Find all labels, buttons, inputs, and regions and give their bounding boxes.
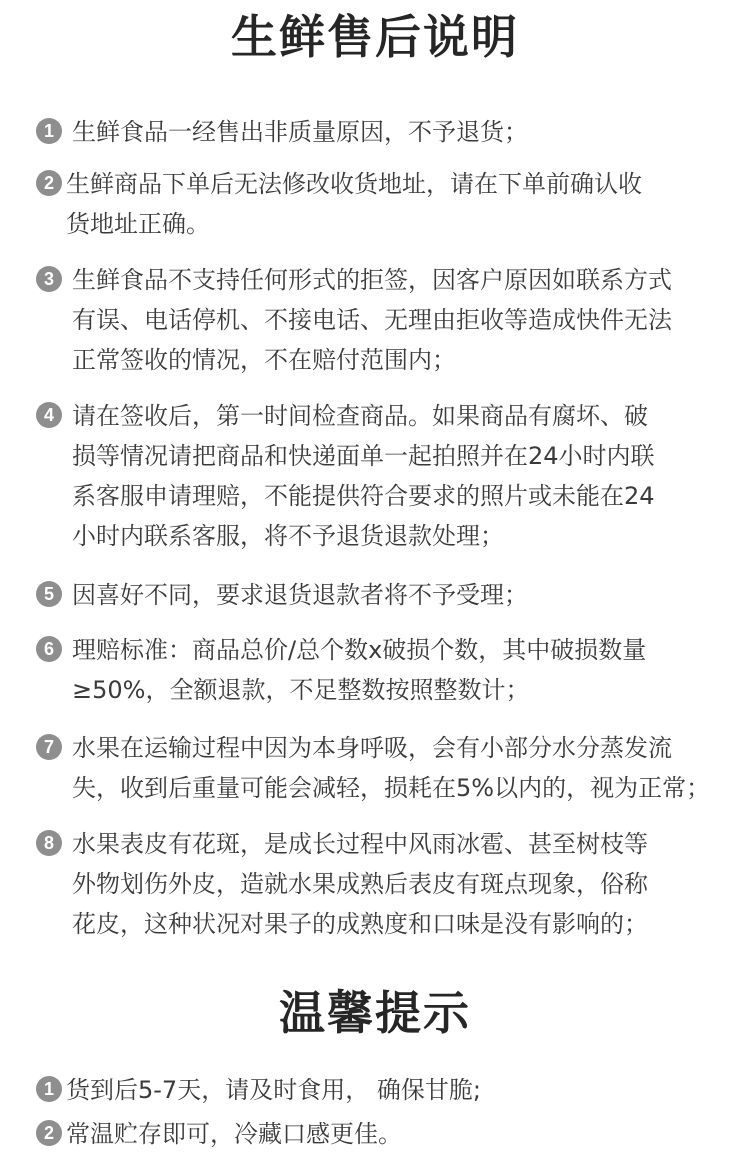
item-number-badge: 5 bbox=[36, 581, 62, 607]
item-number-badge: 6 bbox=[36, 636, 62, 662]
tips-title: 温馨提示 bbox=[279, 986, 471, 1040]
item-number-badge: 1 bbox=[36, 1076, 62, 1102]
tip-item bbox=[36, 1114, 716, 1154]
item-number-badge: 1 bbox=[36, 118, 62, 144]
list-item bbox=[36, 824, 716, 944]
item-text: 水果在运输过程中因为本身呼吸，会有小部分水分蒸发流 失，收到后重量可能会减轻，损耗在5%以内的，视为正常； bbox=[72, 734, 711, 802]
item-number-badge: 7 bbox=[36, 734, 62, 760]
list-item bbox=[36, 260, 716, 380]
item-number-badge: 3 bbox=[36, 266, 62, 292]
list-item bbox=[36, 396, 716, 556]
list-item bbox=[36, 575, 716, 615]
item-text: 水果表皮有花斑，是成长过程中风雨冰雹、甚至树枝等 外物划伤外皮，造就水果成熟后表皮有斑点现象，俗称 花皮，这种状况对果子的成熟度和口味是没有影响的； bbox=[72, 830, 648, 938]
item-text: 常温贮存即可，冷藏口感更佳。 bbox=[66, 1120, 402, 1148]
item-text: 理赔标准：商品总价/总个数x破损个数，其中破损数量 ≥50%，全额退款，不足整数按照整数计； bbox=[72, 636, 647, 704]
item-number-badge: 2 bbox=[36, 1120, 62, 1146]
item-text: 生鲜食品不支持任何形式的拒签，因客户原因如联系方式 有误、电话停机、不接电话、无理由拒收等造成快件无法 正常签收的情况，不在赔付范围内； bbox=[72, 266, 672, 374]
item-text: 货到后5-7天，请及时食用， 确保甘脆; bbox=[66, 1076, 481, 1104]
tip-item bbox=[36, 1070, 716, 1110]
item-text: 请在签收后，第一时间检查商品。如果商品有腐坏、破 损等情况请把商品和快递面单一起拍照并在24小时内联 系客服申请理赔，不能提供符合要求的照片或未能在24 小时内联系客服，将不予退货退款处理； bbox=[72, 402, 655, 550]
item-number-badge: 2 bbox=[36, 170, 62, 196]
list-item bbox=[36, 164, 716, 244]
list-item bbox=[36, 630, 716, 710]
page-title: 生鲜售后说明 bbox=[231, 10, 519, 64]
list-item bbox=[36, 728, 716, 808]
item-text: 生鲜商品下单后无法修改收货地址，请在下单前确认收 货地址正确。 bbox=[66, 170, 642, 238]
list-item bbox=[36, 112, 716, 152]
item-text: 生鲜食品一经售出非质量原因，不予退货； bbox=[72, 118, 528, 146]
item-text: 因喜好不同，要求退货退款者将不予受理； bbox=[72, 581, 528, 609]
item-number-badge: 8 bbox=[36, 830, 62, 856]
item-number-badge: 4 bbox=[36, 402, 62, 428]
